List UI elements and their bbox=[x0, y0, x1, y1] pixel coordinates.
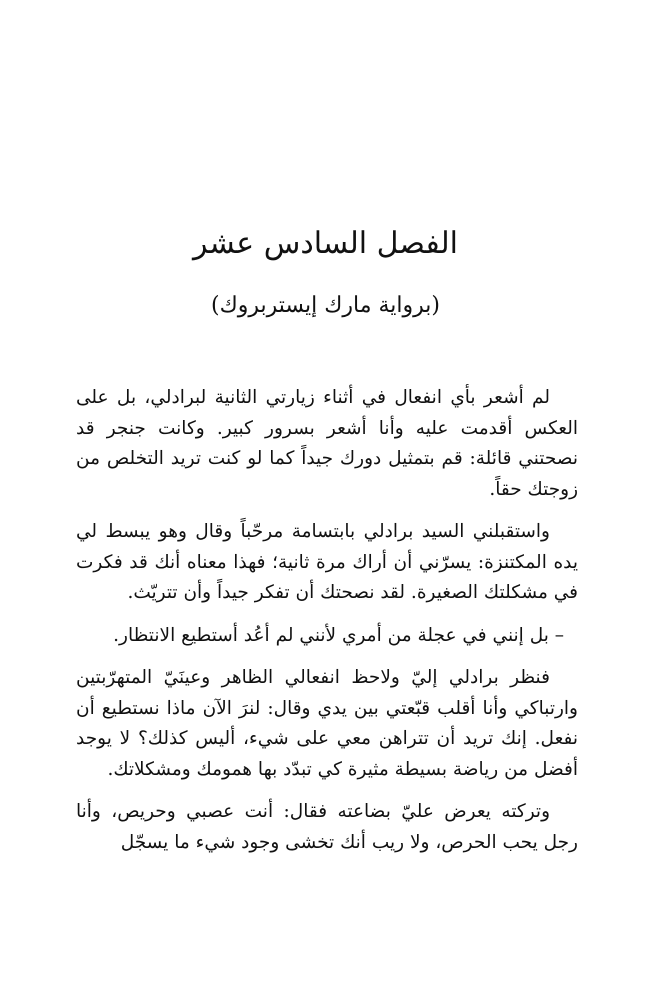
paragraph: وتركته يعرض عليّ بضاعته فقال: أنت عصبي وحريص، وأنا رجل يحب الحرص، ولا ريب أنك تخشى وجود شيء ما يسجّل bbox=[76, 801, 578, 853]
chapter-title: الفصل السادس عشر bbox=[192, 226, 459, 261]
paragraph: واستقبلني السيد برادلي بابتسامة مرحّباً وقال وهو يبسط لي يده المكتنزة: يسرّني أن أراك مرة ثانية؛ فهذا معناه أنك قد فكرت في مشكلتك الصغيرة. لقد نصحتك أن تفكر جيداً وأن تتريّث. bbox=[76, 521, 578, 603]
paragraph: فنظر برادلي إليّ ولاحظ انفعالي الظاهر وعينَيّ المتهرّبتين وارتباكي وأنا أقلب قبّعتي بين يدي وقال: لنرَ الآن ماذا نستطيع أن نفعل. إنك تريد أن تتراهن معي على شيء، أليس كذلك؟ لا يوجد أفضل من رياضة بسيطة مثيرة كي تبدّد بها همومك ومشكلاتك. bbox=[76, 667, 578, 780]
chapter-body bbox=[76, 383, 578, 870]
chapter-subtitle: (برواية مارك إيستربروك) bbox=[211, 293, 440, 318]
paragraph: لم أشعر بأي انفعال في أثناء زيارتي الثانية لبرادلي، بل على العكس أقدمت عليه وأنا أشعر بسرور كبير. وكانت جنجر قد نصحتني قائلة: قم بتمثيل دورك جيداً كما لو كنت تريد التخلص من زوجتك حقاً. bbox=[76, 387, 578, 500]
dialogue-paragraph: – بل إنني في عجلة من أمري لأنني لم أعُد أستطيع الانتظار. bbox=[113, 624, 564, 646]
